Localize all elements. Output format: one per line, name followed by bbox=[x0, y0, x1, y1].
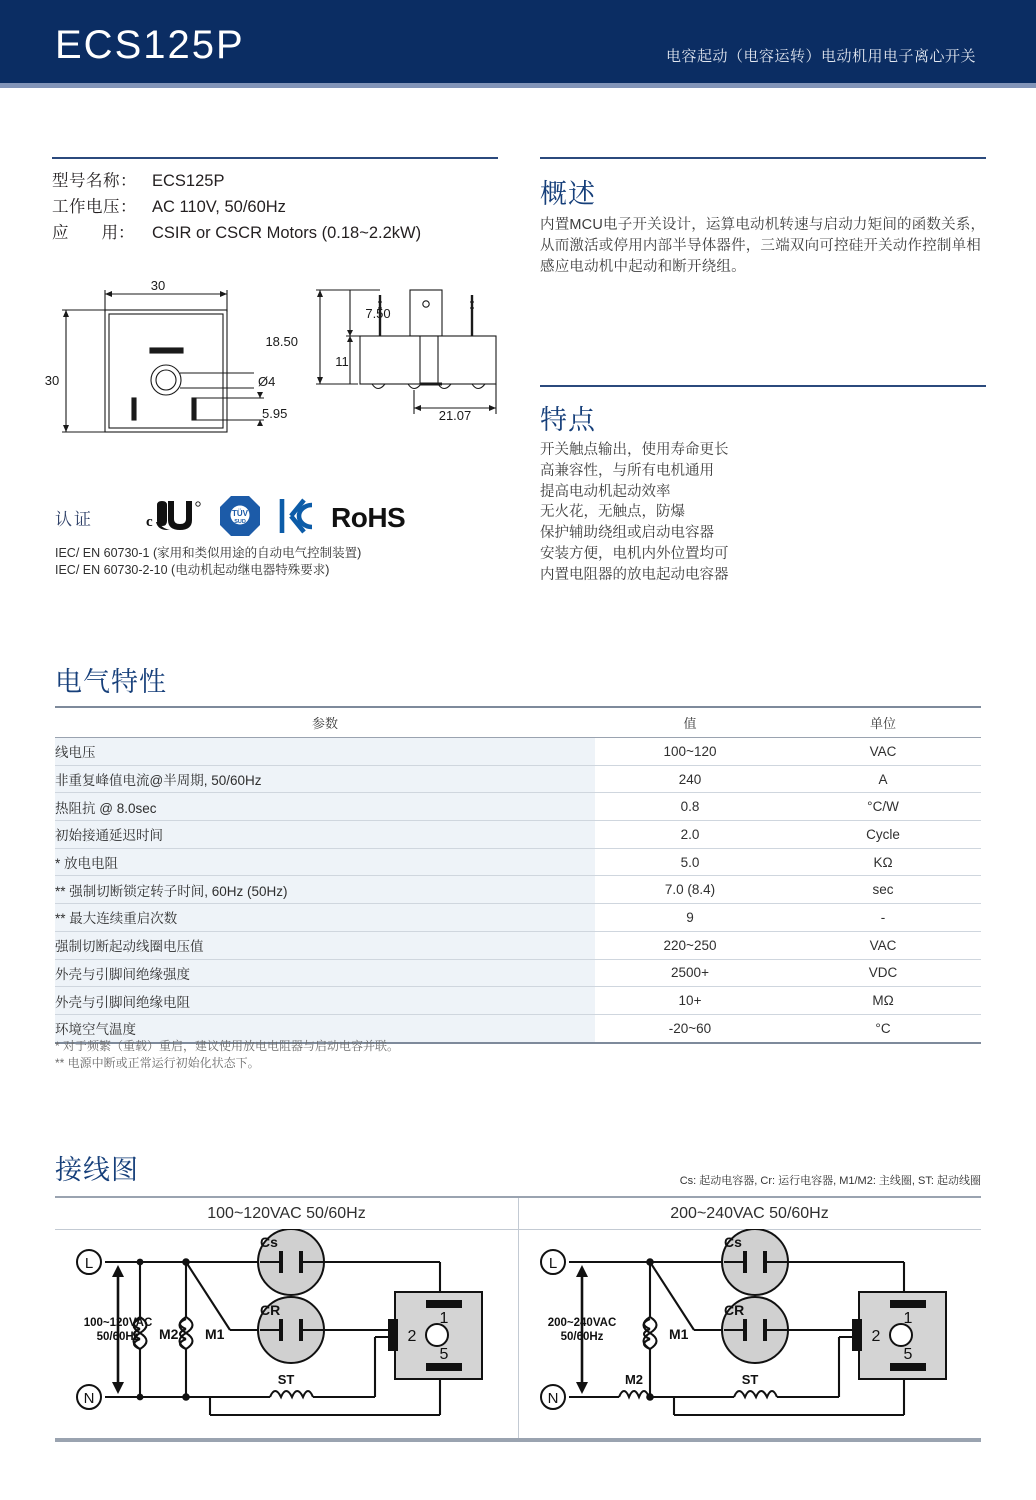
certification-label: 认证 bbox=[55, 510, 93, 529]
relay-pin-5: 5 bbox=[903, 1346, 913, 1363]
terminal-l-label: L bbox=[84, 1255, 94, 1272]
terminal-l-label: L bbox=[548, 1255, 558, 1272]
cell-value: 240 bbox=[595, 765, 785, 793]
spec-row-application bbox=[52, 220, 522, 246]
rohs-icon: RoHS bbox=[331, 502, 406, 533]
spec-row-voltage bbox=[52, 194, 522, 220]
relay-pin-2: 2 bbox=[871, 1328, 881, 1345]
spec-label-application: 应 用： bbox=[52, 224, 135, 242]
page-subtitle: 电容起动（电容运转）电动机用电子离心开关 bbox=[665, 48, 976, 65]
capacitor-cs-label: Cs bbox=[260, 1234, 278, 1250]
coil-st-label: ST bbox=[277, 1372, 295, 1387]
dim-body-height: 11 bbox=[335, 354, 349, 369]
spec-value-model: ECS125P bbox=[152, 172, 225, 190]
coil-st-label: ST bbox=[741, 1372, 759, 1387]
capacitor-cr-label: CR bbox=[724, 1302, 745, 1318]
cell-unit: °C/W bbox=[785, 793, 981, 821]
spec-row-model bbox=[52, 168, 522, 194]
electrical-note: ** 电源中断或正常运行初始化状态下。 bbox=[55, 1056, 260, 1070]
spec-list bbox=[52, 168, 522, 246]
electrical-note: * 对于频繁（重载）重启，建议使用放电电阻器与启动电容并联。 bbox=[55, 1039, 400, 1053]
cell-unit: Cycle bbox=[785, 821, 981, 849]
table-row bbox=[55, 987, 981, 1015]
terminal-n-label: N bbox=[83, 1390, 95, 1407]
svg-text:c: c bbox=[146, 513, 153, 530]
cell-value: 2.0 bbox=[595, 821, 785, 849]
spec-divider bbox=[52, 157, 498, 159]
feature-item: 高兼容性，与所有电机通用 bbox=[540, 462, 714, 479]
capacitor-cr-label: CR bbox=[260, 1302, 281, 1318]
wiring-diagram-high-voltage bbox=[519, 1229, 982, 1438]
cell-parameter: ** 最大连续重启次数 bbox=[55, 904, 595, 932]
cell-unit: VAC bbox=[785, 931, 981, 959]
cell-parameter: 外壳与引脚间绝缘电阻 bbox=[55, 987, 595, 1015]
dim-pin-height: 7.50 bbox=[365, 306, 391, 321]
column-header-value: 值 bbox=[595, 707, 785, 738]
wiring-panel-header-high: 200~240VAC 50/60Hz bbox=[670, 1205, 829, 1222]
features-list bbox=[540, 440, 988, 586]
electrical-notes bbox=[55, 1038, 399, 1072]
feature-item: 保护辅助绕组或启动电容器 bbox=[540, 525, 714, 542]
cell-parameter: 线电压 bbox=[55, 738, 595, 766]
wiring-diagram-low-voltage bbox=[55, 1229, 518, 1438]
cell-parameter: 非重复峰值电流@半周期, 50/60Hz bbox=[55, 765, 595, 793]
cell-value: -20~60 bbox=[595, 1014, 785, 1042]
table-row bbox=[55, 848, 981, 876]
certification-note: IEC/ EN 60730-2-10 (电动机起动继电器特殊要求) bbox=[55, 563, 330, 577]
source-voltage-line2: 50/60Hz bbox=[96, 1331, 140, 1343]
page-title: ECS125P bbox=[55, 23, 245, 67]
electrical-characteristics-title: 电气特性 bbox=[55, 667, 167, 697]
source-voltage-line1: 100~120VAC bbox=[83, 1317, 153, 1329]
dim-side-width: 21.07 bbox=[438, 408, 472, 423]
certification-notes bbox=[55, 545, 361, 579]
coil-m2-label: M2 bbox=[159, 1326, 179, 1342]
features-divider bbox=[540, 385, 986, 387]
spec-value-voltage: AC 110V, 50/60Hz bbox=[152, 198, 286, 216]
table-row bbox=[55, 738, 981, 766]
cell-value: 220~250 bbox=[595, 931, 785, 959]
coil-m1-label: M1 bbox=[205, 1326, 225, 1342]
cell-unit: sec bbox=[785, 876, 981, 904]
relay-pin-5: 5 bbox=[439, 1346, 449, 1363]
dim-side-total-height: 18.50 bbox=[265, 334, 298, 349]
table-row bbox=[55, 765, 981, 793]
wiring-diagram-container bbox=[55, 1196, 981, 1442]
mechanical-drawing-svg bbox=[40, 268, 520, 468]
relay-pin-1: 1 bbox=[903, 1310, 913, 1327]
wiring-panel-header-low: 100~120VAC 50/60Hz bbox=[207, 1205, 366, 1222]
table-row bbox=[55, 793, 981, 821]
wiring-diagram-legend: Cs: 起动电容器, Cr: 运行电容器, M1/M2: 主线圈, ST: 起动线圈 bbox=[679, 1175, 981, 1187]
kc-icon bbox=[277, 496, 315, 541]
column-header-unit: 单位 bbox=[785, 707, 981, 738]
table-row bbox=[55, 931, 981, 959]
coil-m2-label: M2 bbox=[624, 1372, 644, 1387]
feature-item: 开关触点输出，使用寿命更长 bbox=[540, 442, 729, 458]
cell-parameter: 外壳与引脚间绝缘强度 bbox=[55, 959, 595, 987]
header-accent-strip bbox=[0, 83, 1036, 88]
dim-slot: 5.95 bbox=[262, 406, 288, 421]
table-row bbox=[55, 904, 981, 932]
electrical-characteristics-table bbox=[55, 706, 981, 1044]
cell-unit: °C bbox=[785, 1014, 981, 1042]
mechanical-drawing bbox=[40, 268, 520, 468]
dim-front-height: 30 bbox=[44, 373, 60, 388]
spec-value-application: CSIR or CSCR Motors (0.18~2.2kW) bbox=[152, 224, 422, 242]
table-header-row bbox=[55, 707, 981, 738]
certification-note: IEC/ EN 60730-1 (家用和类似用途的自动电气控制装置) bbox=[55, 546, 362, 560]
column-header-parameter: 参数 bbox=[55, 707, 595, 738]
cell-parameter: 初始接通延迟时间 bbox=[55, 821, 595, 849]
feature-item: 内置电阻器的放电起动电容器 bbox=[540, 566, 729, 583]
cell-value: 0.8 bbox=[595, 793, 785, 821]
tuv-sub-label: SUD bbox=[234, 518, 246, 525]
certification-logos bbox=[145, 495, 405, 541]
source-voltage-line2: 50/60Hz bbox=[560, 1331, 604, 1343]
wiring-diagram-title: 接线图 bbox=[55, 1155, 139, 1185]
cell-unit: KΩ bbox=[785, 848, 981, 876]
cell-value: 2500+ bbox=[595, 959, 785, 987]
overview-divider bbox=[540, 157, 986, 159]
cell-parameter: ** 强制切断锁定转子时间, 60Hz (50Hz) bbox=[55, 876, 595, 904]
spec-label-model: 型号名称： bbox=[52, 172, 137, 190]
feature-item: 安装方便，电机内外位置均可 bbox=[540, 545, 729, 562]
cell-unit: VAC bbox=[785, 738, 981, 766]
cell-unit: - bbox=[785, 904, 981, 932]
cell-value: 5.0 bbox=[595, 848, 785, 876]
cell-parameter: 环境空气温度 bbox=[55, 1014, 595, 1042]
overview-title: 概述 bbox=[540, 179, 596, 209]
cell-unit: A bbox=[785, 765, 981, 793]
capacitor-cs-label: Cs bbox=[724, 1234, 742, 1250]
features-title: 特点 bbox=[540, 405, 596, 435]
relay-pin-1: 1 bbox=[439, 1310, 449, 1327]
overview-body: 内置MCU电子开关设计，运算电动机转速与启动力矩间的函数关系，从而激活或停用内部半导体器件，三端双向可控硅开关动作控制单相感应电动机中起动和断开绕组。 bbox=[540, 217, 986, 275]
relay-pin-2: 2 bbox=[407, 1328, 417, 1345]
table-row bbox=[55, 821, 981, 849]
dim-front-width: 30 bbox=[150, 278, 166, 293]
feature-item: 无火花，无触点，防爆 bbox=[540, 504, 685, 521]
cul-icon bbox=[145, 498, 203, 539]
cell-parameter: 强制切断起动线圈电压值 bbox=[55, 931, 595, 959]
cell-value: 10+ bbox=[595, 987, 785, 1015]
cell-value: 7.0 (8.4) bbox=[595, 876, 785, 904]
cell-parameter: * 放电电阻 bbox=[55, 848, 595, 876]
tuv-sud-icon bbox=[219, 495, 261, 542]
feature-item: 提高电动机起动效率 bbox=[540, 483, 671, 500]
cell-parameter: 热阻抗 @ 8.0sec bbox=[55, 793, 595, 821]
cell-value: 9 bbox=[595, 904, 785, 932]
cell-value: 100~120 bbox=[595, 738, 785, 766]
cell-unit: MΩ bbox=[785, 987, 981, 1015]
coil-m1-label: M1 bbox=[669, 1326, 689, 1342]
table-row bbox=[55, 959, 981, 987]
cell-unit: VDC bbox=[785, 959, 981, 987]
terminal-n-label: N bbox=[547, 1390, 559, 1407]
table-row bbox=[55, 876, 981, 904]
dim-hole-diameter: Ø4 bbox=[258, 374, 276, 389]
tuv-label: TÜV bbox=[232, 508, 248, 518]
source-voltage-line1: 200~240VAC bbox=[547, 1317, 617, 1329]
spec-label-voltage: 工作电压： bbox=[52, 198, 137, 216]
